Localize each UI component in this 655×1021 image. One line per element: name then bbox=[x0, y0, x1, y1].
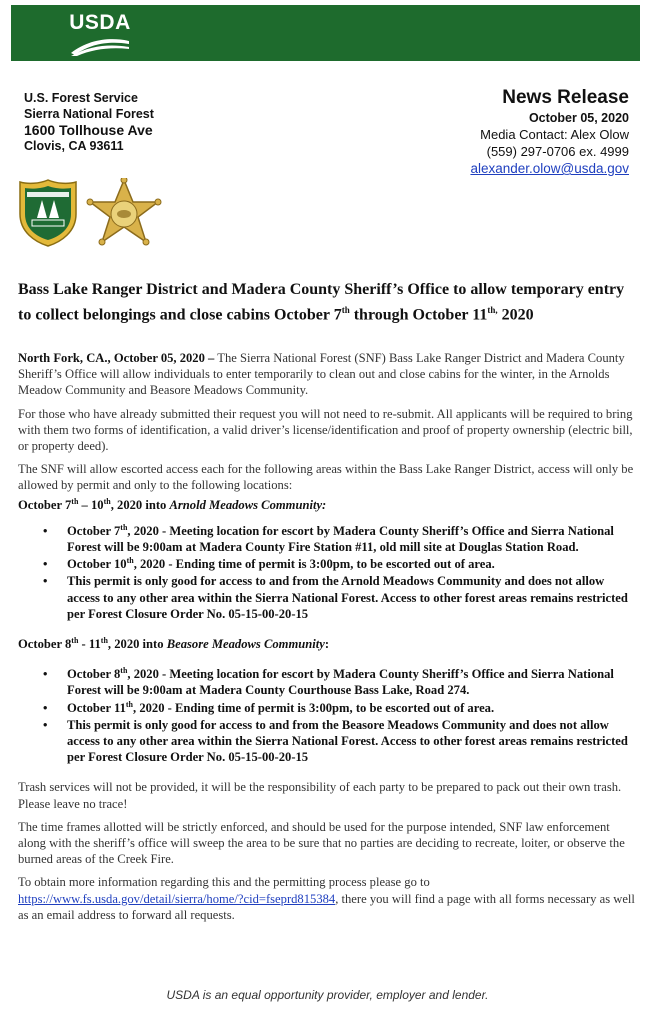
release-title: News Release bbox=[502, 87, 629, 108]
agency-name: U.S. Forest Service bbox=[24, 91, 138, 105]
paragraph-trash: Trash services will not be provided, it will be the responsibility of each party to be prepared to pack out their own trash. Please leave no trace! bbox=[18, 780, 622, 811]
footer-statement: USDA is an equal opportunity provider, employer and lender. bbox=[166, 988, 489, 1002]
street-address: 1600 Tollhouse Ave bbox=[24, 122, 153, 138]
section-arnold-heading: October 7th – 10th, 2020 into Arnold Meadows Community: bbox=[18, 496, 327, 512]
sheriff-star-icon bbox=[86, 178, 162, 255]
arnold-place-name: Arnold Meadows Community: bbox=[169, 497, 327, 512]
city-address: Clovis, CA 93611 bbox=[24, 139, 124, 153]
headline-sup: th bbox=[341, 305, 350, 315]
permit-info-link[interactable]: https://www.fs.usda.gov/detail/sierra/home/?cid=fseprd815384 bbox=[18, 891, 336, 906]
beasore-place-name: Beasore Meadows Community bbox=[166, 637, 325, 652]
headline-sup-2: th, bbox=[487, 305, 498, 315]
contact-email-link[interactable]: alexander.olow@usda.gov bbox=[470, 161, 629, 176]
headline-text-3: 2020 bbox=[497, 306, 534, 324]
arnold-list bbox=[18, 523, 640, 622]
list-item: • October 10th, 2020 - Ending time of permit is 3:00pm, to be escorted out of area. bbox=[18, 556, 640, 572]
usda-banner bbox=[11, 5, 640, 61]
release-date: October 05, 2020 bbox=[528, 111, 629, 125]
headline bbox=[18, 280, 638, 325]
dateline: North Fork, CA., October 05, 2020 – bbox=[18, 351, 215, 365]
beasore-list bbox=[18, 666, 640, 765]
forest-service-shield-icon bbox=[17, 178, 79, 253]
media-contact: Media Contact: Alex Olow bbox=[480, 127, 629, 142]
usda-logo-text: USDA bbox=[69, 11, 131, 34]
usda-logo-swoosh-icon bbox=[69, 35, 131, 57]
section-beasore-heading: October 8th - 11th, 2020 into Beasore Meadows Community: bbox=[18, 635, 330, 652]
paragraph-more-info: To obtain more information regarding this and the permitting process please go to https://www.fs.usda.gov/detail/sierra/home/?cid=fseprd815384, there you will find a page with all forms necessary as well as an email address to forward all requests. bbox=[18, 875, 635, 922]
list-item: • October 7th, 2020 - Meeting location for escort by Madera County Sheriff’s Office and Sierra National Forest will be 9:00am at Madera County Fire Station #11, old mill site at Douglas Station Road. bbox=[18, 523, 640, 555]
release-info bbox=[470, 86, 629, 177]
agency-address bbox=[24, 90, 154, 154]
usda-logo bbox=[69, 11, 131, 57]
list-item: • October 8th, 2020 - Meeting location for escort by Madera County Sheriff’s Office and Sierra National Forest will be 9:00am at Madera County Courthouse Bass Lake, Road 274. bbox=[18, 666, 640, 698]
headline-text: Bass Lake Ranger District and Madera County Sheriff’s Office to allow temporary entry to collect belongings and close cabins October 7 bbox=[18, 281, 625, 324]
list-item: • This permit is only good for access to and from the Beasore Meadows Community and does not allow access to any other area within the Sierra National Forest. Access to other forest areas remains restricted per Forest Closure Order No. 05-15-00-20-15 bbox=[18, 717, 640, 766]
forest-name: Sierra National Forest bbox=[24, 107, 154, 121]
headline-text-2: through October 11 bbox=[349, 306, 488, 324]
paragraph-requirements: For those who have already submitted their request you will not need to re-submit. All applicants will be required to bring with them two forms of identification, a valid driver’s license/identification and proof of property ownership (electric bill, or property deed). bbox=[18, 406, 633, 454]
list-item: • This permit is only good for access to and from the Arnold Meadows Community and does not allow access to any other area within the Sierra National Forest. Access to other forest areas remains restricted per Forest Closure Order No. 05-15-00-20-15 bbox=[18, 573, 640, 622]
list-item: • October 11th, 2020 - Ending time of permit is 3:00pm, to be escorted out of area. bbox=[18, 700, 640, 716]
paragraph-access: The SNF will allow escorted access each for the following areas within the Bass Lake Ranger District, access will only be allowed by permit and only to the following locations: bbox=[18, 462, 634, 493]
intro-text: The Sierra National Forest (SNF) Bass Lake Ranger District and Madera County Sheriff’s Office will allow individuals to enter temporarily to clean out and close cabins for the winter, in the Arnolds Meadow Community and Beasore Meadows Community. bbox=[18, 351, 625, 398]
paragraph-enforcement: The time frames allotted will be strictly enforced, and should be used for the purpose intended, SNF law enforcement along with the sheriff’s office will sweep the area to be sure that no parties are deciding to recreate, loiter, or observe the burned areas of the Creek Fire. bbox=[18, 819, 625, 867]
release-body bbox=[18, 350, 640, 930]
paragraph-intro bbox=[18, 350, 640, 399]
contact-phone: (559) 297-0706 ex. 4999 bbox=[486, 144, 629, 159]
